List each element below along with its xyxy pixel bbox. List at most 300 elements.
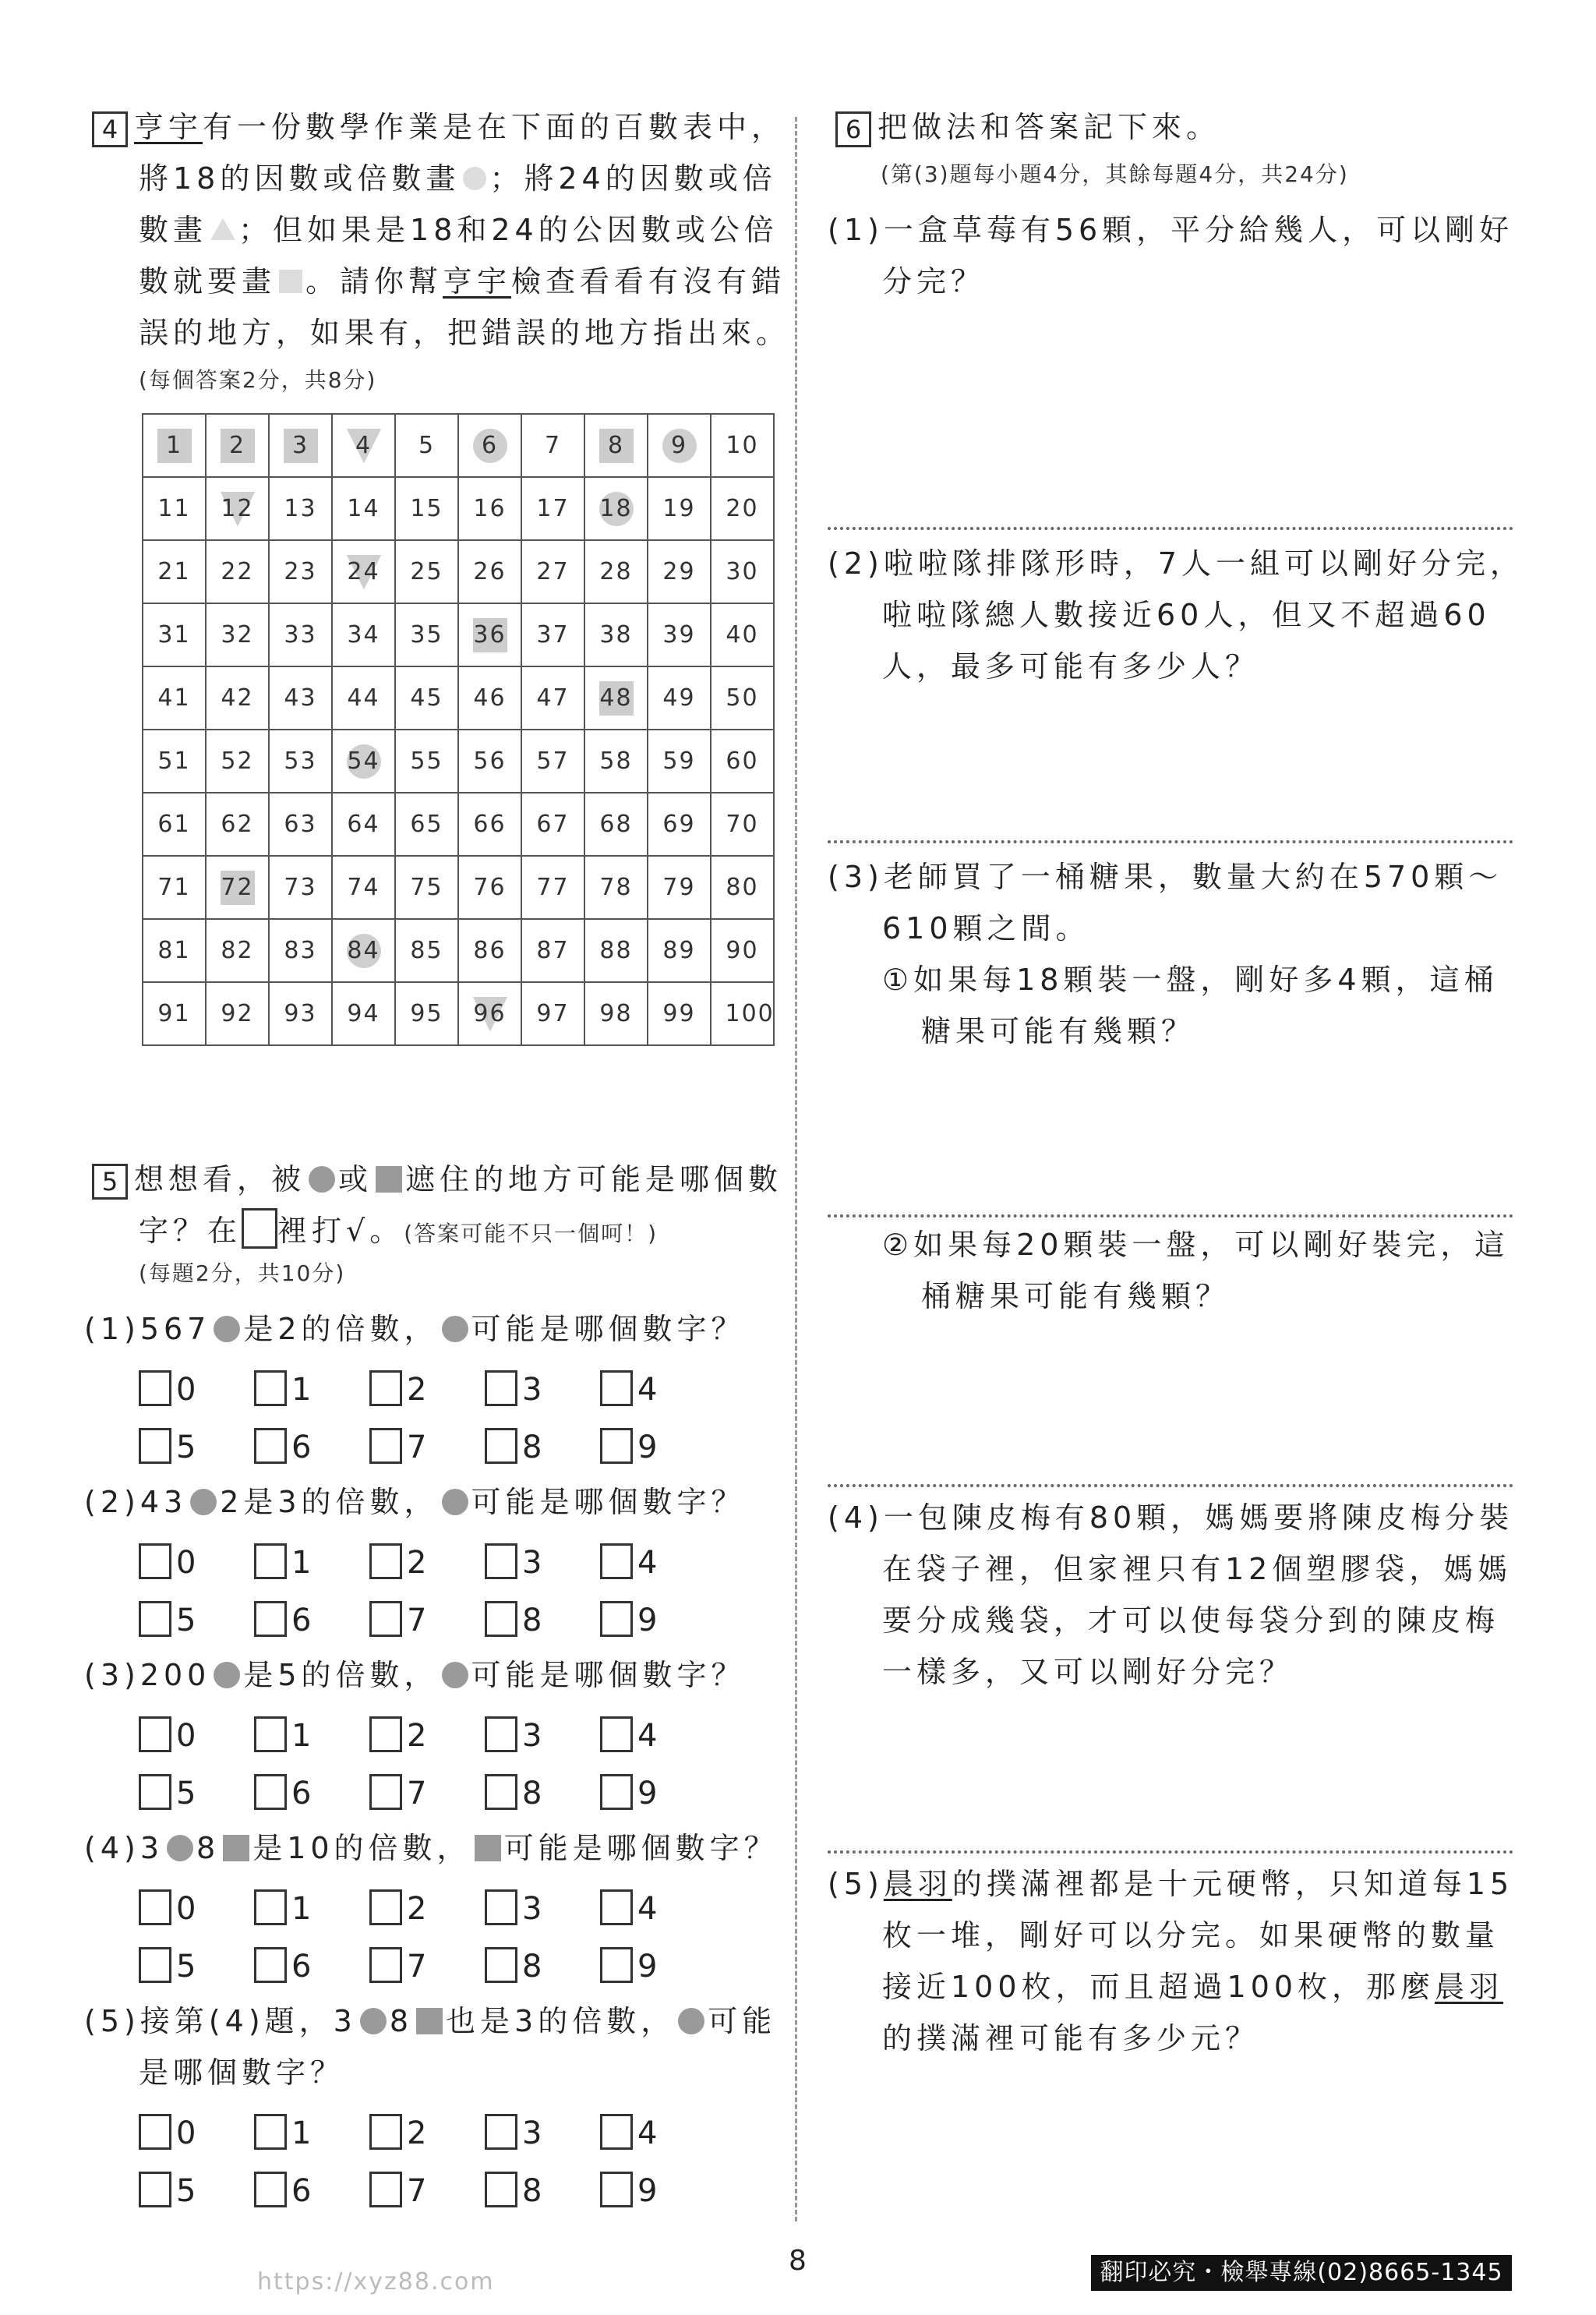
grid-cell	[711, 414, 774, 477]
cell-value: 46	[473, 684, 507, 712]
option-5[interactable]	[139, 1765, 254, 1822]
checkbox[interactable]	[369, 1370, 402, 1406]
checkbox[interactable]	[254, 1947, 287, 1983]
checkbox[interactable]	[254, 1889, 287, 1925]
option-label: 1	[291, 2115, 312, 2151]
option-7[interactable]	[369, 1765, 485, 1822]
option-2[interactable]	[369, 1534, 485, 1592]
option-4[interactable]	[600, 1534, 715, 1592]
grid-cell	[206, 982, 269, 1045]
grid-row	[143, 856, 774, 919]
grid-cell	[206, 603, 269, 666]
grid-cell	[648, 414, 711, 477]
triangle-mark-icon	[210, 218, 235, 240]
grid-cell	[269, 540, 332, 603]
gray-circle-icon	[442, 1489, 468, 1515]
cell-value: 34	[347, 620, 380, 649]
option-label: 9	[637, 2173, 658, 2209]
cell-circle-mark: 6	[473, 429, 507, 463]
option-9[interactable]	[600, 1419, 715, 1476]
grid-cell	[143, 414, 206, 477]
cell-value: 45	[410, 684, 443, 712]
grid-cell	[521, 793, 584, 856]
answer-box-icon	[242, 1208, 277, 1249]
q6-p2-line-1: (2)啦啦隊排隊形時，7人一組可以剛好分完，	[828, 546, 1525, 581]
cell-value: 63	[284, 810, 317, 838]
checkbox[interactable]	[485, 1947, 517, 1983]
grid-cell	[269, 856, 332, 919]
option-label: 6	[291, 1603, 312, 1638]
cell-sq-mark: 8	[599, 429, 634, 463]
cell-value: 75	[410, 873, 443, 901]
grid-cell	[458, 540, 521, 603]
grid-cell	[584, 477, 648, 540]
cell-value: 66	[473, 810, 507, 838]
grid-cell	[711, 477, 774, 540]
cell-circle-mark: 84	[347, 934, 381, 968]
cell-value: 74	[347, 873, 380, 901]
grid-cell	[269, 477, 332, 540]
checkbox[interactable]	[485, 1543, 517, 1579]
checkbox[interactable]	[254, 2172, 287, 2207]
cell-value: 10	[726, 431, 759, 459]
option-6[interactable]	[254, 1765, 369, 1822]
cell-value: 94	[347, 999, 380, 1027]
checkbox[interactable]	[139, 1370, 171, 1406]
cell-value: 92	[221, 999, 254, 1027]
checkbox[interactable]	[600, 2114, 633, 2150]
q6-p1-line-1: (1)一盒草莓有56顆，平分給幾人，可以剛好	[828, 213, 1514, 247]
cell-value: 59	[662, 747, 696, 775]
option-5[interactable]	[139, 1592, 254, 1649]
cell-value: 99	[662, 999, 696, 1027]
checkbox[interactable]	[254, 1716, 287, 1752]
cell-tri-mark: 24	[347, 555, 381, 589]
cell-value: 14	[347, 494, 380, 522]
copyright-notice: 翻印必究・檢舉專線(02)8665-1345	[1091, 2255, 1512, 2291]
option-3[interactable]	[485, 1707, 600, 1765]
cell-value: 86	[473, 936, 507, 964]
grid-cell	[711, 603, 774, 666]
grid-row	[143, 540, 774, 603]
gray-circle-icon	[309, 1166, 335, 1193]
q4-student-name: 亨宇	[134, 110, 203, 144]
grid-cell	[332, 856, 395, 919]
checkbox[interactable]	[369, 1543, 402, 1579]
option-0[interactable]	[139, 1880, 254, 1938]
gray-circle-icon	[214, 1316, 240, 1342]
option-6[interactable]	[254, 2162, 369, 2220]
answer-divider	[828, 1214, 1513, 1218]
checkbox[interactable]	[485, 2172, 517, 2207]
cell-value: 88	[599, 936, 633, 964]
q6-p3b-line-2: 桶糖果可能有幾顆？	[921, 1279, 1231, 1313]
answer-divider	[828, 840, 1513, 843]
gray-circle-icon	[190, 1489, 217, 1515]
option-9[interactable]	[600, 2162, 715, 2220]
hundred-chart	[142, 413, 775, 1046]
option-2[interactable]	[369, 1880, 485, 1938]
option-label: 6	[291, 2173, 312, 2209]
cell-value: 65	[410, 810, 443, 838]
cell-value: 58	[599, 747, 633, 775]
option-0[interactable]	[139, 2105, 254, 2162]
cell-sq-mark: 36	[473, 618, 507, 652]
option-1[interactable]	[254, 2105, 369, 2162]
gray-square-icon	[223, 1835, 249, 1861]
option-label: 4	[637, 1372, 658, 1408]
cell-value: 38	[599, 620, 633, 649]
option-label: 5	[176, 1430, 196, 1465]
cell-value: 98	[599, 999, 633, 1027]
grid-cell	[269, 603, 332, 666]
cell-value: 55	[410, 747, 443, 775]
option-label: 3	[522, 1545, 542, 1581]
option-label: 0	[176, 2115, 196, 2151]
checkbox[interactable]	[139, 1601, 171, 1637]
checkbox[interactable]	[139, 2172, 171, 2207]
q4-score: (每個答案2分，共8分)	[139, 367, 377, 393]
grid-cell	[584, 540, 648, 603]
option-label: 2	[407, 2115, 427, 2151]
option-6[interactable]	[254, 1419, 369, 1476]
q6-p3-line-1: (3)老師買了一桶糖果，數量大約在570顆～	[828, 860, 1503, 894]
grid-row	[143, 414, 774, 477]
grid-cell	[648, 982, 711, 1045]
grid-cell	[458, 982, 521, 1045]
checkbox[interactable]	[369, 1889, 402, 1925]
grid-cell	[332, 666, 395, 730]
option-8[interactable]	[485, 1419, 600, 1476]
grid-cell	[584, 919, 648, 982]
option-3[interactable]	[485, 1361, 600, 1419]
checkbox[interactable]	[254, 2114, 287, 2150]
option-3[interactable]	[485, 1534, 600, 1592]
checkbox[interactable]	[600, 1370, 633, 1406]
grid-cell	[395, 540, 458, 603]
q6-p4-line-3: 要分成幾袋，才可以使每袋分到的陳皮梅	[882, 1603, 1500, 1638]
grid-cell	[711, 982, 774, 1045]
q5-item-2: (2)43 2是3的倍數， 可能是哪個數字？	[84, 1485, 746, 1519]
q5-line-1: 5 想想看，被 或 遮住的地方可能是哪個數	[92, 1154, 782, 1205]
grid-cell	[206, 414, 269, 477]
option-9[interactable]	[600, 1765, 715, 1822]
grid-cell	[395, 414, 458, 477]
grid-cell	[143, 856, 206, 919]
option-1[interactable]	[254, 1361, 369, 1419]
cell-value: 87	[536, 936, 570, 964]
option-0[interactable]	[139, 1361, 254, 1419]
q5-item-1-options	[139, 1361, 715, 1476]
cell-value: 76	[473, 873, 507, 901]
grid-cell	[521, 477, 584, 540]
checkbox[interactable]	[139, 1716, 171, 1752]
checkbox[interactable]	[600, 1947, 633, 1983]
option-label: 3	[522, 1718, 542, 1754]
grid-cell	[458, 477, 521, 540]
option-3[interactable]	[485, 1880, 600, 1938]
option-1[interactable]	[254, 1534, 369, 1592]
cell-sq-mark: 3	[284, 429, 318, 463]
option-5[interactable]	[139, 2162, 254, 2220]
checkbox[interactable]	[139, 1947, 171, 1983]
option-label: 9	[637, 1776, 658, 1811]
checkbox[interactable]	[369, 1774, 402, 1810]
option-label: 4	[637, 2115, 658, 2151]
cell-value: 83	[284, 936, 317, 964]
option-8[interactable]	[485, 2162, 600, 2220]
option-5[interactable]	[139, 1938, 254, 1995]
grid-cell	[395, 793, 458, 856]
q6-p5-line-2: 枚一堆，剛好可以分完。如果硬幣的數量	[882, 1918, 1500, 1953]
option-label: 3	[522, 1891, 542, 1927]
checkbox[interactable]	[254, 1428, 287, 1464]
option-7[interactable]	[369, 2162, 485, 2220]
q6-p3a-line-2: 糖果可能有幾顆？	[921, 1014, 1196, 1048]
checkbox[interactable]	[139, 1889, 171, 1925]
option-label: 5	[176, 1603, 196, 1638]
grid-cell	[395, 666, 458, 730]
option-label: 6	[291, 1430, 312, 1465]
checkbox[interactable]	[369, 1716, 402, 1752]
cell-value: 16	[473, 494, 507, 522]
grid-cell	[458, 666, 521, 730]
checkbox[interactable]	[485, 1716, 517, 1752]
option-7[interactable]	[369, 1419, 485, 1476]
watermark-url: https://xyz88.com	[257, 2268, 495, 2296]
option-label: 8	[522, 2173, 542, 2209]
option-label: 3	[522, 1372, 542, 1408]
cell-value: 57	[536, 747, 570, 775]
cell-sq-mark: 2	[221, 429, 255, 463]
cell-value: 51	[157, 747, 191, 775]
checkbox[interactable]	[369, 1428, 402, 1464]
option-label: 6	[291, 1949, 312, 1985]
grid-cell	[332, 414, 395, 477]
grid-cell	[458, 603, 521, 666]
square-mark-icon	[279, 270, 302, 293]
cell-value: 60	[726, 747, 759, 775]
option-2[interactable]	[369, 1707, 485, 1765]
checkbox[interactable]	[600, 2172, 633, 2207]
checkbox[interactable]	[139, 1543, 171, 1579]
option-1[interactable]	[254, 1707, 369, 1765]
cell-value: 35	[410, 620, 443, 649]
option-8[interactable]	[485, 1765, 600, 1822]
checkbox[interactable]	[600, 1774, 633, 1810]
cell-value: 5	[418, 431, 436, 459]
grid-cell	[584, 982, 648, 1045]
cell-value: 15	[410, 494, 443, 522]
cell-value: 40	[726, 620, 759, 649]
q6-p3a-line-1: ①如果每18顆裝一盤，剛好多4顆，這桶	[882, 963, 1499, 997]
option-7[interactable]	[369, 1592, 485, 1649]
option-5[interactable]	[139, 1419, 254, 1476]
gray-circle-icon	[442, 1662, 468, 1688]
cell-value: 73	[284, 873, 317, 901]
cell-value: 22	[221, 557, 254, 585]
grid-cell	[206, 666, 269, 730]
checkbox[interactable]	[369, 2172, 402, 2207]
checkbox[interactable]	[485, 1601, 517, 1637]
q6-p5-line-4: 的撲滿裡可能有多少元？	[882, 2021, 1260, 2055]
checkbox[interactable]	[139, 1774, 171, 1810]
option-4[interactable]	[600, 1880, 715, 1938]
grid-cell	[648, 919, 711, 982]
option-label: 3	[522, 2115, 542, 2151]
gray-circle-icon	[167, 1835, 193, 1861]
option-3[interactable]	[485, 2105, 600, 2162]
cell-value: 97	[536, 999, 570, 1027]
checkbox[interactable]	[485, 1370, 517, 1406]
grid-cell	[332, 919, 395, 982]
checkbox[interactable]	[600, 1543, 633, 1579]
grid-cell	[143, 793, 206, 856]
cell-value: 85	[410, 936, 443, 964]
grid-cell	[143, 477, 206, 540]
checkbox[interactable]	[485, 1889, 517, 1925]
checkbox[interactable]	[369, 2114, 402, 2150]
grid-cell	[269, 666, 332, 730]
cell-value: 71	[157, 873, 191, 901]
grid-cell	[521, 730, 584, 793]
cell-value: 33	[284, 620, 317, 649]
option-label: 9	[637, 1603, 658, 1638]
checkbox[interactable]	[139, 2114, 171, 2150]
option-label: 8	[522, 1603, 542, 1638]
option-1[interactable]	[254, 1880, 369, 1938]
option-6[interactable]	[254, 1592, 369, 1649]
checkbox[interactable]	[485, 1774, 517, 1810]
grid-cell	[269, 414, 332, 477]
grid-cell	[395, 982, 458, 1045]
cell-value: 79	[662, 873, 696, 901]
grid-cell	[269, 730, 332, 793]
answer-divider	[828, 527, 1513, 530]
option-label: 0	[176, 1891, 196, 1927]
q4-line-1: 4 亨宇有一份數學作業是在下面的百數表中，	[92, 101, 786, 153]
checkbox[interactable]	[485, 1428, 517, 1464]
cell-circle-mark: 18	[599, 492, 634, 526]
grid-cell	[458, 919, 521, 982]
grid-cell	[143, 730, 206, 793]
grid-cell	[143, 982, 206, 1045]
option-9[interactable]	[600, 1938, 715, 1995]
cell-tri-mark: 96	[473, 997, 507, 1031]
checkbox[interactable]	[600, 1428, 633, 1464]
grid-cell	[648, 666, 711, 730]
option-9[interactable]	[600, 1592, 715, 1649]
grid-cell	[584, 793, 648, 856]
grid-cell	[458, 856, 521, 919]
cell-value: 21	[157, 557, 191, 585]
grid-cell	[458, 414, 521, 477]
checkbox[interactable]	[254, 1543, 287, 1579]
checkbox[interactable]	[254, 1370, 287, 1406]
q5-item-4-options	[139, 1880, 715, 1995]
option-4[interactable]	[600, 1361, 715, 1419]
cell-value: 30	[726, 557, 759, 585]
q5-item-5-line-2: 是哪個數字？	[139, 2055, 345, 2090]
q5-item-4: (4)3 8 是10的倍數， 可能是哪個數字？	[84, 1831, 779, 1865]
grid-cell	[711, 856, 774, 919]
grid-cell	[711, 666, 774, 730]
option-8[interactable]	[485, 1592, 600, 1649]
option-label: 8	[522, 1430, 542, 1465]
option-label: 1	[291, 1545, 312, 1581]
option-4[interactable]	[600, 2105, 715, 2162]
grid-cell	[711, 540, 774, 603]
cell-value: 37	[536, 620, 570, 649]
grid-row	[143, 477, 774, 540]
checkbox[interactable]	[139, 1428, 171, 1464]
option-0[interactable]	[139, 1707, 254, 1765]
grid-cell	[269, 919, 332, 982]
option-4[interactable]	[600, 1707, 715, 1765]
checkbox[interactable]	[600, 1889, 633, 1925]
grid-cell	[332, 477, 395, 540]
option-0[interactable]	[139, 1534, 254, 1592]
cell-value: 53	[284, 747, 317, 775]
grid-cell	[648, 540, 711, 603]
grid-cell	[206, 919, 269, 982]
option-2[interactable]	[369, 2105, 485, 2162]
checkbox[interactable]	[369, 1601, 402, 1637]
option-label: 8	[522, 1949, 542, 1985]
q4-line-4: 數就要畫 。請你幫亨宇檢查看看有沒有錯	[139, 264, 786, 299]
cell-circle-mark: 9	[662, 429, 697, 463]
option-2[interactable]	[369, 1361, 485, 1419]
option-label: 7	[407, 1949, 427, 1985]
q4-line-5: 誤的地方，如果有，把錯誤的地方指出來。	[139, 316, 791, 350]
q4-line-2: 將18的因數或倍數畫 ；將24的因數或倍	[139, 161, 777, 196]
option-label: 2	[407, 1718, 427, 1754]
option-label: 1	[291, 1891, 312, 1927]
gray-circle-icon	[678, 2008, 704, 2034]
cell-value: 64	[347, 810, 380, 838]
grid-cell	[521, 414, 584, 477]
checkbox[interactable]	[254, 1774, 287, 1810]
grid-cell	[143, 540, 206, 603]
checkbox[interactable]	[485, 2114, 517, 2150]
cell-value: 56	[473, 747, 507, 775]
q6-p2-line-3: 人，最多可能有多少人？	[882, 649, 1260, 684]
option-label: 1	[291, 1718, 312, 1754]
cell-value: 27	[536, 557, 570, 585]
cell-value: 81	[157, 936, 191, 964]
cell-sq-mark: 1	[157, 429, 192, 463]
checkbox[interactable]	[600, 1716, 633, 1752]
checkbox[interactable]	[369, 1947, 402, 1983]
checkbox[interactable]	[600, 1601, 633, 1637]
cell-value: 44	[347, 684, 380, 712]
grid-row	[143, 666, 774, 730]
checkbox[interactable]	[254, 1601, 287, 1637]
grid-cell	[584, 666, 648, 730]
option-6[interactable]	[254, 1938, 369, 1995]
cell-value: 25	[410, 557, 443, 585]
grid-cell	[206, 793, 269, 856]
cell-value: 47	[536, 684, 570, 712]
grid-cell	[332, 793, 395, 856]
gray-circle-icon	[442, 1316, 468, 1342]
q5-number: 5	[92, 1164, 128, 1200]
option-8[interactable]	[485, 1938, 600, 1995]
cell-value: 89	[662, 936, 696, 964]
grid-cell	[206, 540, 269, 603]
cell-value: 70	[726, 810, 759, 838]
option-7[interactable]	[369, 1938, 485, 1995]
